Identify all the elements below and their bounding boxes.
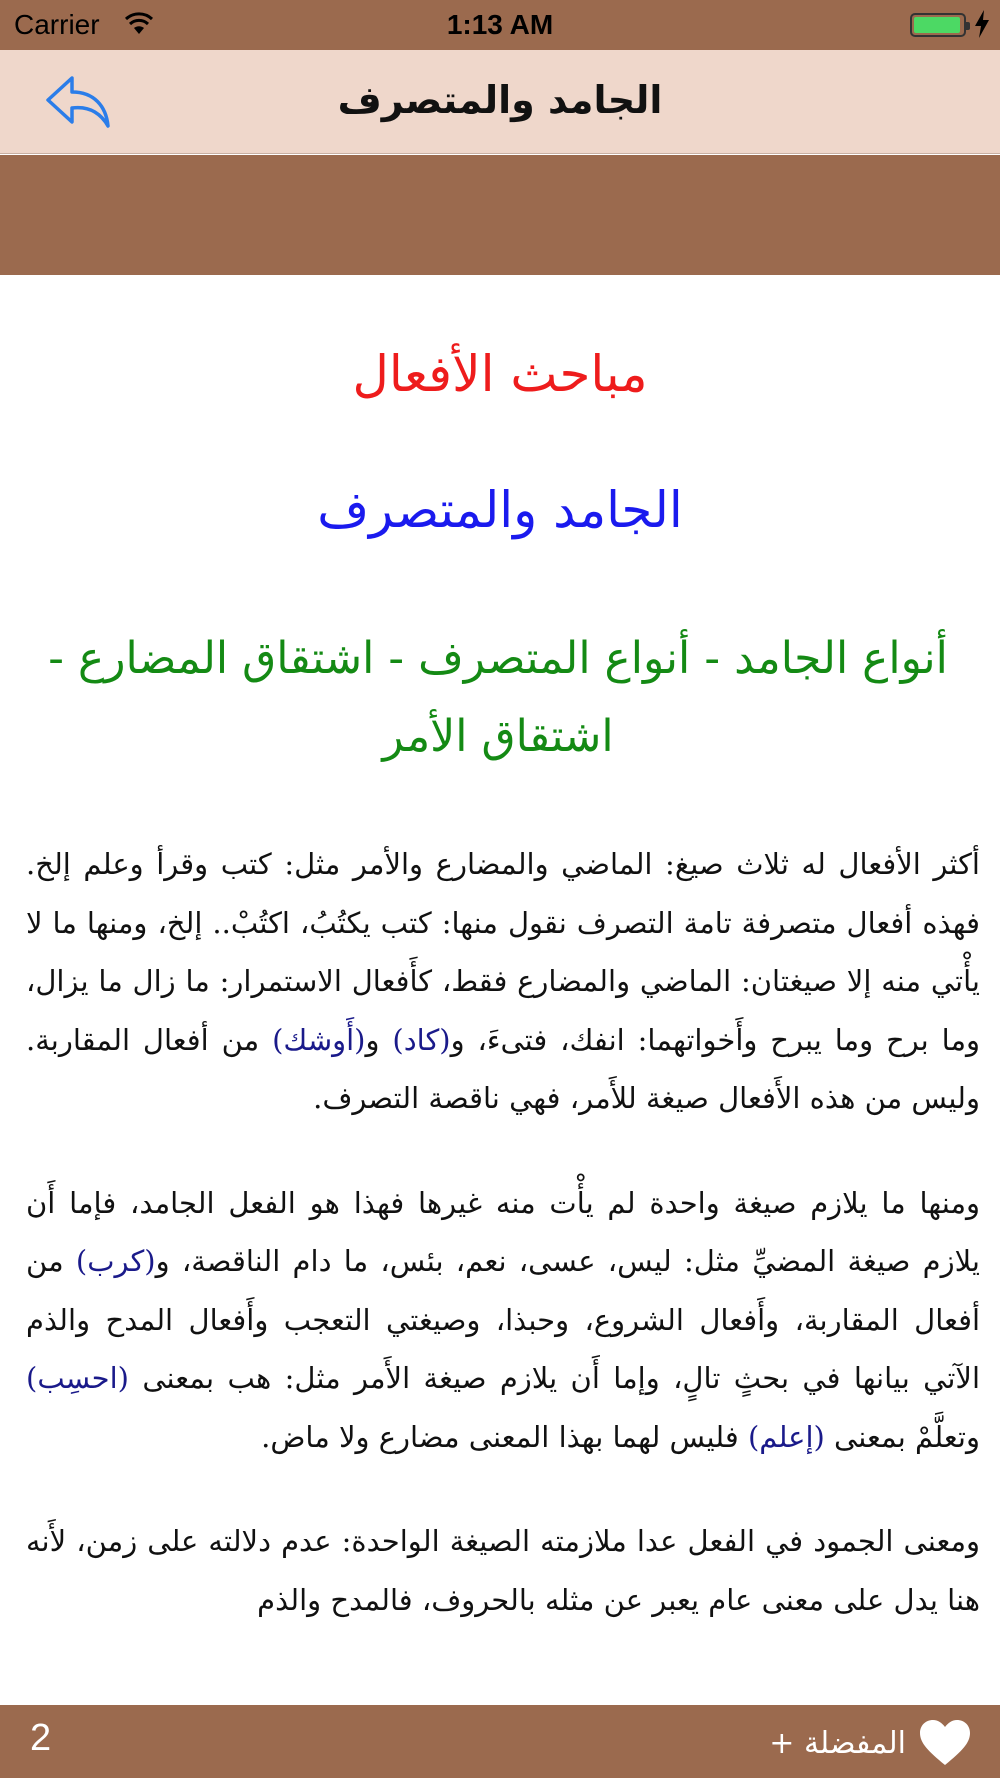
- article-content[interactable]: [0, 275, 1000, 1705]
- term-karaba: (كرب): [75, 1244, 156, 1278]
- nav-title: الجامد والمتصرف: [337, 78, 663, 122]
- page-number: 2: [30, 1717, 52, 1759]
- heart-icon: [918, 1719, 972, 1767]
- paragraph: أكثر الأفعال له ثلاث صيغ: الماضي والمضارع والأمر مثل: كتب وقرأ وعلم إلخ. فهذه أفعال متصرفة تامة التصرف نقول منها: كتب يكتُبُ، اكتُبْ.. إلخ، ومنها ما لا يأْتي منه إلا صيغتان: الماضي والمضارع فقط، كأَفعال الاستمرار: ما زال ما يزال، وما برح وما يبرح وأَخواتهما: انفك، فتىءَ، و(كاد) و(أَوشك) من أفعال المقاربة. وليس من هذه الأَفعال صيغة للأَمر، فهي ناقصة التصرف.: [26, 847, 980, 1115]
- bottom-bar: [0, 1705, 1000, 1778]
- charging-bolt-icon: [974, 10, 990, 38]
- paragraph: ومعنى الجمود في الفعل عدا ملازمته الصيغة الواحدة: عدم دلالته على زمن، لأَنه هنا يدل على معنى عام يعبر عن مثله بالحروف، فالمدح والذم: [26, 1524, 980, 1617]
- battery-icon: [910, 13, 966, 37]
- term-awshaka: (أَوشك): [272, 1022, 366, 1057]
- article-body: [26, 835, 980, 1675]
- paragraph: ومنها ما يلازم صيغة واحدة لم يأْت منه غيرها فهذا هو الفعل الجامد، فإما أَن يلازم صيغة المضيِّ مثل: ليس، عسى، نعم، بئس، ما دام الناقصة، و(كرب) من أفعال المقاربة، وأَفعال الشروع، وحبذا، وصيغتي التعجب وأَفعال المدح والذم الآتي بيانها في بحثٍ تالٍ، وإما أَن يلازم صيغة الأَمر مثل: هب بمعنى (احسِب) وتعلَّمْ بمعنى (إعلم) فليس لهما بهذا المعنى مضارع ولا ماض.: [26, 1185, 980, 1454]
- favorite-label: + المفضلة: [769, 1725, 906, 1761]
- status-bar: [0, 0, 1000, 50]
- term-ilam: (إعلم): [747, 1419, 825, 1454]
- term-kada: (كاد): [392, 1022, 451, 1057]
- carrier-label: Carrier: [14, 9, 100, 40]
- topic-title: الجامد والمتصرف: [317, 481, 683, 539]
- term-ihsib: (احسِب): [26, 1361, 129, 1395]
- status-time: 1:13 AM: [446, 9, 554, 40]
- subtopics-heading: أنواع الجامد - أنواع المتصرف - اشتقاق المضارع - اشتقاق الأمر: [48, 633, 948, 762]
- add-favorite-button[interactable]: [769, 1717, 972, 1769]
- header-band: [0, 155, 1000, 275]
- section-title: مباحث الأفعال: [352, 345, 648, 403]
- navigation-bar: [0, 50, 1000, 154]
